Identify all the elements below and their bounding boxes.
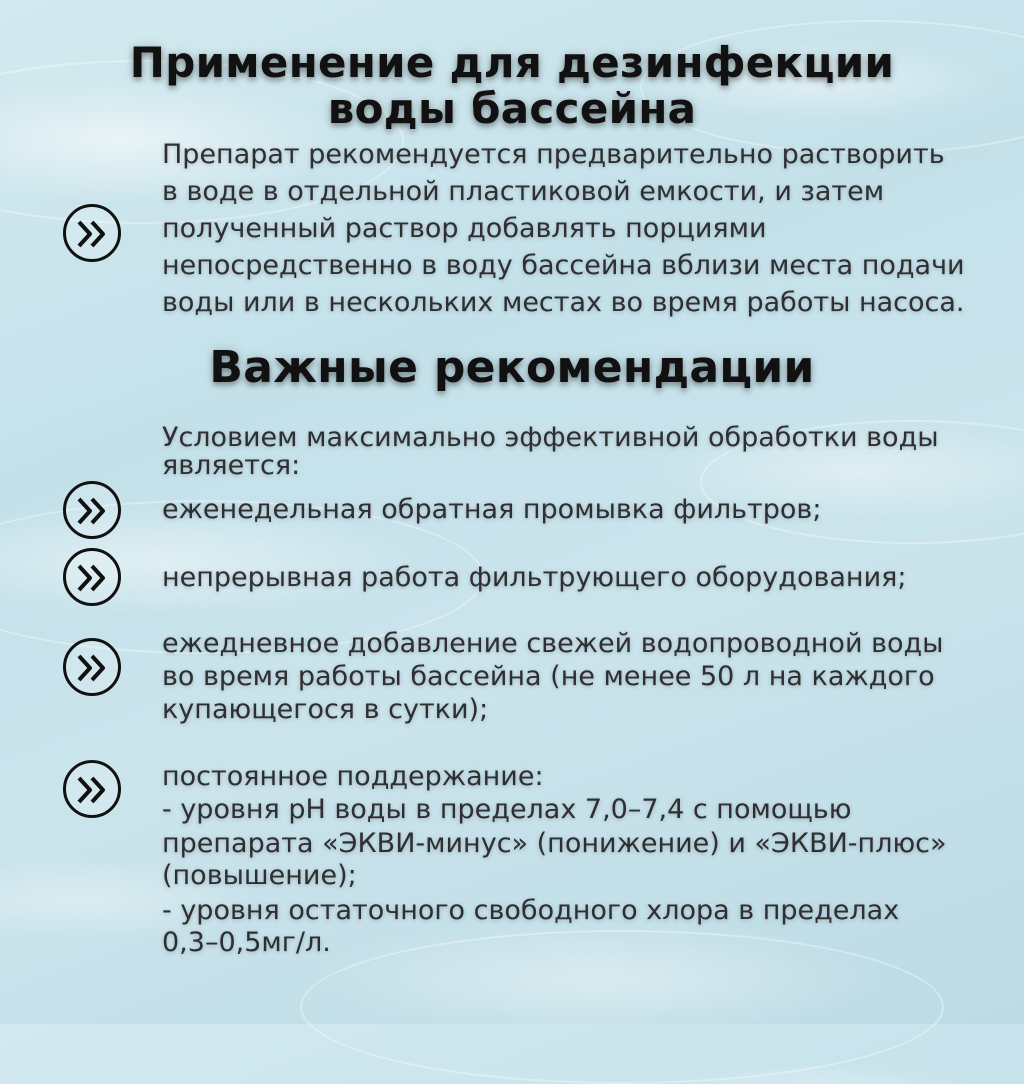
recommendation-item-line: купающегося в сутки); xyxy=(162,694,489,725)
section2-title: Важные рекомендации xyxy=(209,342,815,393)
section1-text-line: непосредственно в воду бассейна вблизи места подачи xyxy=(162,250,965,281)
section1-text-line: воды или в нескольких местах во время работы насоса. xyxy=(162,287,965,318)
recommendation-item: еженедельная обратная промывка фильтров; xyxy=(162,494,822,525)
recommendation-item-line: - уровня остаточного свободного хлора в пределах xyxy=(162,895,900,926)
recommendation-item-line: (повышение); xyxy=(162,860,357,891)
recommendation-item: непрерывная работа фильтрующего оборудования; xyxy=(162,562,907,593)
bullet-icon xyxy=(63,548,121,606)
bullet-icon xyxy=(63,760,121,818)
section2-intro-line: Условием максимально эффективной обработки воды xyxy=(162,422,939,453)
recommendation-item-line: - уровня рН воды в пределах 7,0–7,4 с помощью xyxy=(162,794,852,825)
water-ripple xyxy=(300,930,944,1084)
section2-intro-line: является: xyxy=(162,450,301,481)
section1-text-line: в воде в отдельной пластиковой емкости, и затем xyxy=(162,176,885,207)
section1-text-line: полученный раствор добавлять порциями xyxy=(162,213,767,244)
recommendation-item-line: во время работы бассейна (не менее 50 л на каждого xyxy=(162,661,935,692)
bullet-icon xyxy=(63,638,121,696)
recommendation-item-line: постоянное поддержание: xyxy=(162,761,544,792)
section1-title-line2: воды бассейна xyxy=(327,84,697,133)
recommendation-item-line: препарата «ЭКВИ-минус» (понижение) и «ЭКВИ-плюс» xyxy=(162,828,947,859)
bullet-icon xyxy=(63,204,121,262)
section1-title-line1: Применение для дезинфекции xyxy=(129,38,895,87)
recommendation-item-line: 0,3–0,5мг/л. xyxy=(162,927,331,958)
recommendation-item-line: ежедневное добавление свежей водопроводной воды xyxy=(162,628,944,659)
bullet-icon xyxy=(63,481,121,539)
section1-text-line: Препарат рекомендуется предварительно растворить xyxy=(162,139,945,170)
